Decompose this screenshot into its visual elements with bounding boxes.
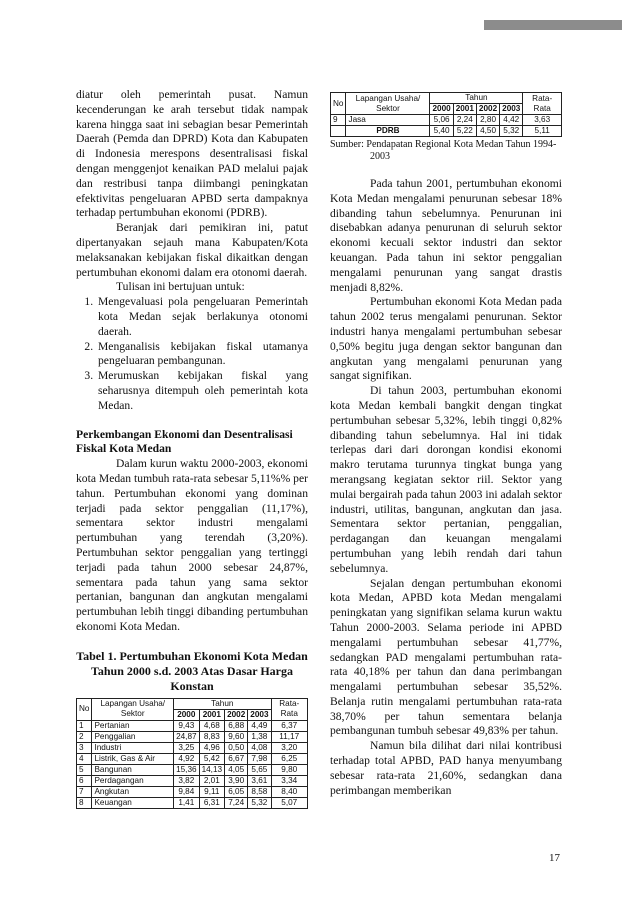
value-cell: 4,49 [248,720,271,731]
col-header-sektor: Lapangan Usaha/ Sektor [92,698,174,720]
table-row [77,775,308,786]
number-cell: 8 [77,797,92,808]
col-header-no: No [331,93,346,115]
paragraph: Pertumbuhan ekonomi Kota Medan pada tahun 2002 terus mengalami penurunan. Sektor industri hanya mengalami pertumbuhan sebesar 0,50% begitu juga dengan sektor bangunan dan angkutan yang mengalami penurunan yang sangat signifikan. [330,295,562,383]
table-row [77,764,308,775]
value-cell: 24,87 [174,731,200,742]
section-heading: Perkembangan Ekonomi dan Desentralisasi Fiskal Kota Medan [76,427,293,456]
paragraph: Pada tahun 2001, pertumbuhan ekonomi Kota Medan mengalami penurunan sebesar 18% dibanding tahun sebelumnya. Penurunan ini disebabkan adanya penurunan di seluruh sektor ekonomi kecuali sektor industri dan sektor keuangan. Pada tahun ini sektor penggalian mengalami penurunan yang sangat drastis menjadi 8,82%. [330,177,562,294]
value-cell: 6,05 [225,786,248,797]
value-cell: 8,40 [271,786,308,797]
value-cell: 1,41 [174,797,200,808]
value-cell: 9,43 [174,720,200,731]
paragraph: Sejalan dengan pertumbuhan ekonomi kota Medan, APBD kota Medan mengalami peningkatan yang signifikan selama kurun waktu Tahun 2000-2003. Selama periode ini APBD mengalami pertumbuhan sebesar 41,77%, sedangkan PAD mengalami pertumbuhan rata-rata 40,18% per tahun dan dana perimbangan mengalami pertumbuhan sebesar 35,52%. Belanja rutin mengalami pertumbuhan rata-rata 38,70% per tahun sementara belanja pembangunan tumbuh sebesar 49,83% per tahun. [330,576,562,738]
number-cell: 6 [77,775,92,786]
list-item: 2. Menganalisis kebijakan fiskal utamanya pengeluaran pembangunan. [96,340,308,370]
paragraph: Dalam kurun waktu 2000-2003, ekonomi kota Medan tumbuh rata-rata sebesar 5,11%% per tahun. Pertumbuhan ekonomi yang dominan terjadi pada sektor penggalian (11,17%), sementara sektor industri mengalami pertumbuhan yang terendah (3,20%). Pertumbuhan sektor penggalian yang tertinggi terjadi pada tahun 2000 sebesar 24,87%, sementara pada tahun yang sama sektor pertanian, bangunan dan angkutan mengalami pertumbuhan lebih tinggi dibanding pertumbuhan ekonomi Kota Medan. [76,457,308,633]
value-cell: 5,11 [523,126,562,137]
value-cell: 4,05 [225,764,248,775]
year-header: 2000 [174,709,200,720]
value-cell: 9,84 [174,786,200,797]
col-header-rata: Rata-Rata [523,93,562,115]
value-cell: 4,92 [174,753,200,764]
source-line: 2003 [370,151,390,162]
col-header-no: No [77,698,92,720]
value-cell: 5,22 [453,126,476,137]
list-item: 3. Merumuskan kebijakan fiskal yang seharusnya ditempuh oleh pemerintah kota Medan. [96,369,308,413]
sector-cell: Perdagangan [92,775,174,786]
value-cell: 2,80 [476,115,499,126]
table-row [331,126,562,137]
value-cell: 5,42 [199,753,225,764]
table-row [77,720,308,731]
col-header-rata: Rata-Rata [271,698,308,720]
number-cell: 4 [77,753,92,764]
table-row [331,115,562,126]
year-header: 2000 [430,104,453,115]
left-column [76,88,308,809]
paragraph: Beranjak dari pemikiran ini, patut dipertanyakan sejauh mana Kabupaten/Kota melaksanakan kebijakan fiskal dikaitkan dengan pertumbuhan ekonomi dalam era otonomi daerah. [76,221,308,279]
year-header: 2003 [500,104,523,115]
table-row [77,797,308,808]
right-column [330,88,562,798]
table-source [330,139,562,163]
value-cell: 5,40 [430,126,453,137]
col-header-tahun: Tahun [430,93,523,104]
sector-cell: Penggalian [92,731,174,742]
paragraph: diatur oleh pemerintah pusat. Namun kecenderungan ke arah tersebut tidak nampak karena hingga saat ini sebagian besar Pemerintah Daerah (Pemda dan DPRD) Kota dan Kabupaten di Indonesia merespons desentralisasi fiskal dengan menggenjot kenaikan PAD melalui pajak dan restribusi tanpa diimbangi peningkatan efektivitas pengeluaran APBD serta dampaknya terhadap pertumbuhan ekonomi (PDRB). [76,88,308,220]
value-cell: 9,11 [199,786,225,797]
value-cell: 8,58 [248,786,271,797]
year-header: 2001 [199,709,225,720]
year-header: 2003 [248,709,271,720]
value-cell: 3,25 [174,742,200,753]
value-cell: 6,37 [271,720,308,731]
value-cell: 3,63 [523,115,562,126]
sector-cell: Pertanian [92,720,174,731]
sector-cell: Keuangan [92,797,174,808]
value-cell: 4,42 [500,115,523,126]
value-cell: 5,07 [271,797,308,808]
value-cell: 15,36 [174,764,200,775]
source-line: Sumber: Pendapatan Regional Kota Medan Tahun 1994- [330,139,557,150]
value-cell: 4,96 [199,742,225,753]
value-cell: 3,34 [271,775,308,786]
sector-cell: PDRB [346,126,430,137]
value-cell: 6,67 [225,753,248,764]
table-row [77,786,308,797]
sector-cell: Listrik, Gas & Air [92,753,174,764]
paragraph: Di tahun 2003, pertumbuhan ekonomi kota Medan kembali bangkit dengan tingkat pertumbuhan sebesar 5,32%, lebih tinggi 0,82% dibanding tahun sebelumnya. Hal ini tidak terlepas dari dari dorongan kondisi ekonomi makro terutama turunnya tingkat bunga yang merangsang kegiatan sektor riil. Sektor yang mulai bergairah pada tahun 2003 ini adalah sektor industri, utilitas, bangunan, angkutan dan jasa. Sementara sektor pertanian, penggalian, perdagangan dan keuangan mengalami pertumbuhan yang lebih rendah dari tahun sebelumnya. [330,384,562,575]
year-header: 2001 [453,104,476,115]
growth-table-continued [330,92,562,137]
value-cell: 0,50 [225,742,248,753]
value-cell: 5,65 [248,764,271,775]
value-cell: 14,13 [199,764,225,775]
table-row [77,742,308,753]
value-cell: 1,38 [248,731,271,742]
value-cell: 4,08 [248,742,271,753]
value-cell: 3,90 [225,775,248,786]
table-caption: Tabel 1. Pertumbuhan Ekonomi Kota Medan Tahun 2000 s.d. 2003 Atas Dasar Harga Konstan [76,648,308,693]
header-bar [484,20,622,30]
col-header-sektor: Lapangan Usaha/ Sektor [346,93,430,115]
table-row [77,753,308,764]
value-cell: 4,68 [199,720,225,731]
sector-cell: Bangunan [92,764,174,775]
number-cell: 7 [77,786,92,797]
number-cell [331,126,346,137]
value-cell: 6,88 [225,720,248,731]
value-cell: 8,83 [199,731,225,742]
paragraph: Tulisan ini bertujuan untuk: [116,280,245,294]
year-header: 2002 [476,104,499,115]
growth-table [76,698,308,809]
value-cell: 7,98 [248,753,271,764]
sector-cell: Industri [92,742,174,753]
table-row [77,731,308,742]
page-number: 17 [549,852,560,864]
number-cell: 1 [77,720,92,731]
value-cell: 5,32 [248,797,271,808]
value-cell: 5,32 [500,126,523,137]
number-cell: 2 [77,731,92,742]
sector-cell: Angkutan [92,786,174,797]
value-cell: 11,17 [271,731,308,742]
value-cell: 3,61 [248,775,271,786]
value-cell: 9,60 [225,731,248,742]
value-cell: 6,31 [199,797,225,808]
number-cell: 3 [77,742,92,753]
value-cell: 3,82 [174,775,200,786]
sector-cell: Jasa [346,115,430,126]
value-cell: 9,80 [271,764,308,775]
value-cell: 3,20 [271,742,308,753]
list-item: 1. Mengevaluasi pola pengeluaran Pemerintah kota Medan sejak berlakunya otonomi daerah. [96,295,308,339]
number-cell: 9 [331,115,346,126]
value-cell: 4,50 [476,126,499,137]
value-cell: 6,25 [271,753,308,764]
paragraph: Namun bila dilihat dari nilai kontribusi terhadap total APBD, PAD hanya menyumbang sebesar rata-rata 21,60%, sedangkan dana perimbangan memberikan [330,739,562,797]
col-header-tahun: Tahun [174,698,271,709]
value-cell: 2,24 [453,115,476,126]
value-cell: 2,01 [199,775,225,786]
number-cell: 5 [77,764,92,775]
value-cell: 5,06 [430,115,453,126]
objectives-list [76,295,308,413]
year-header: 2002 [225,709,248,720]
value-cell: 7,24 [225,797,248,808]
